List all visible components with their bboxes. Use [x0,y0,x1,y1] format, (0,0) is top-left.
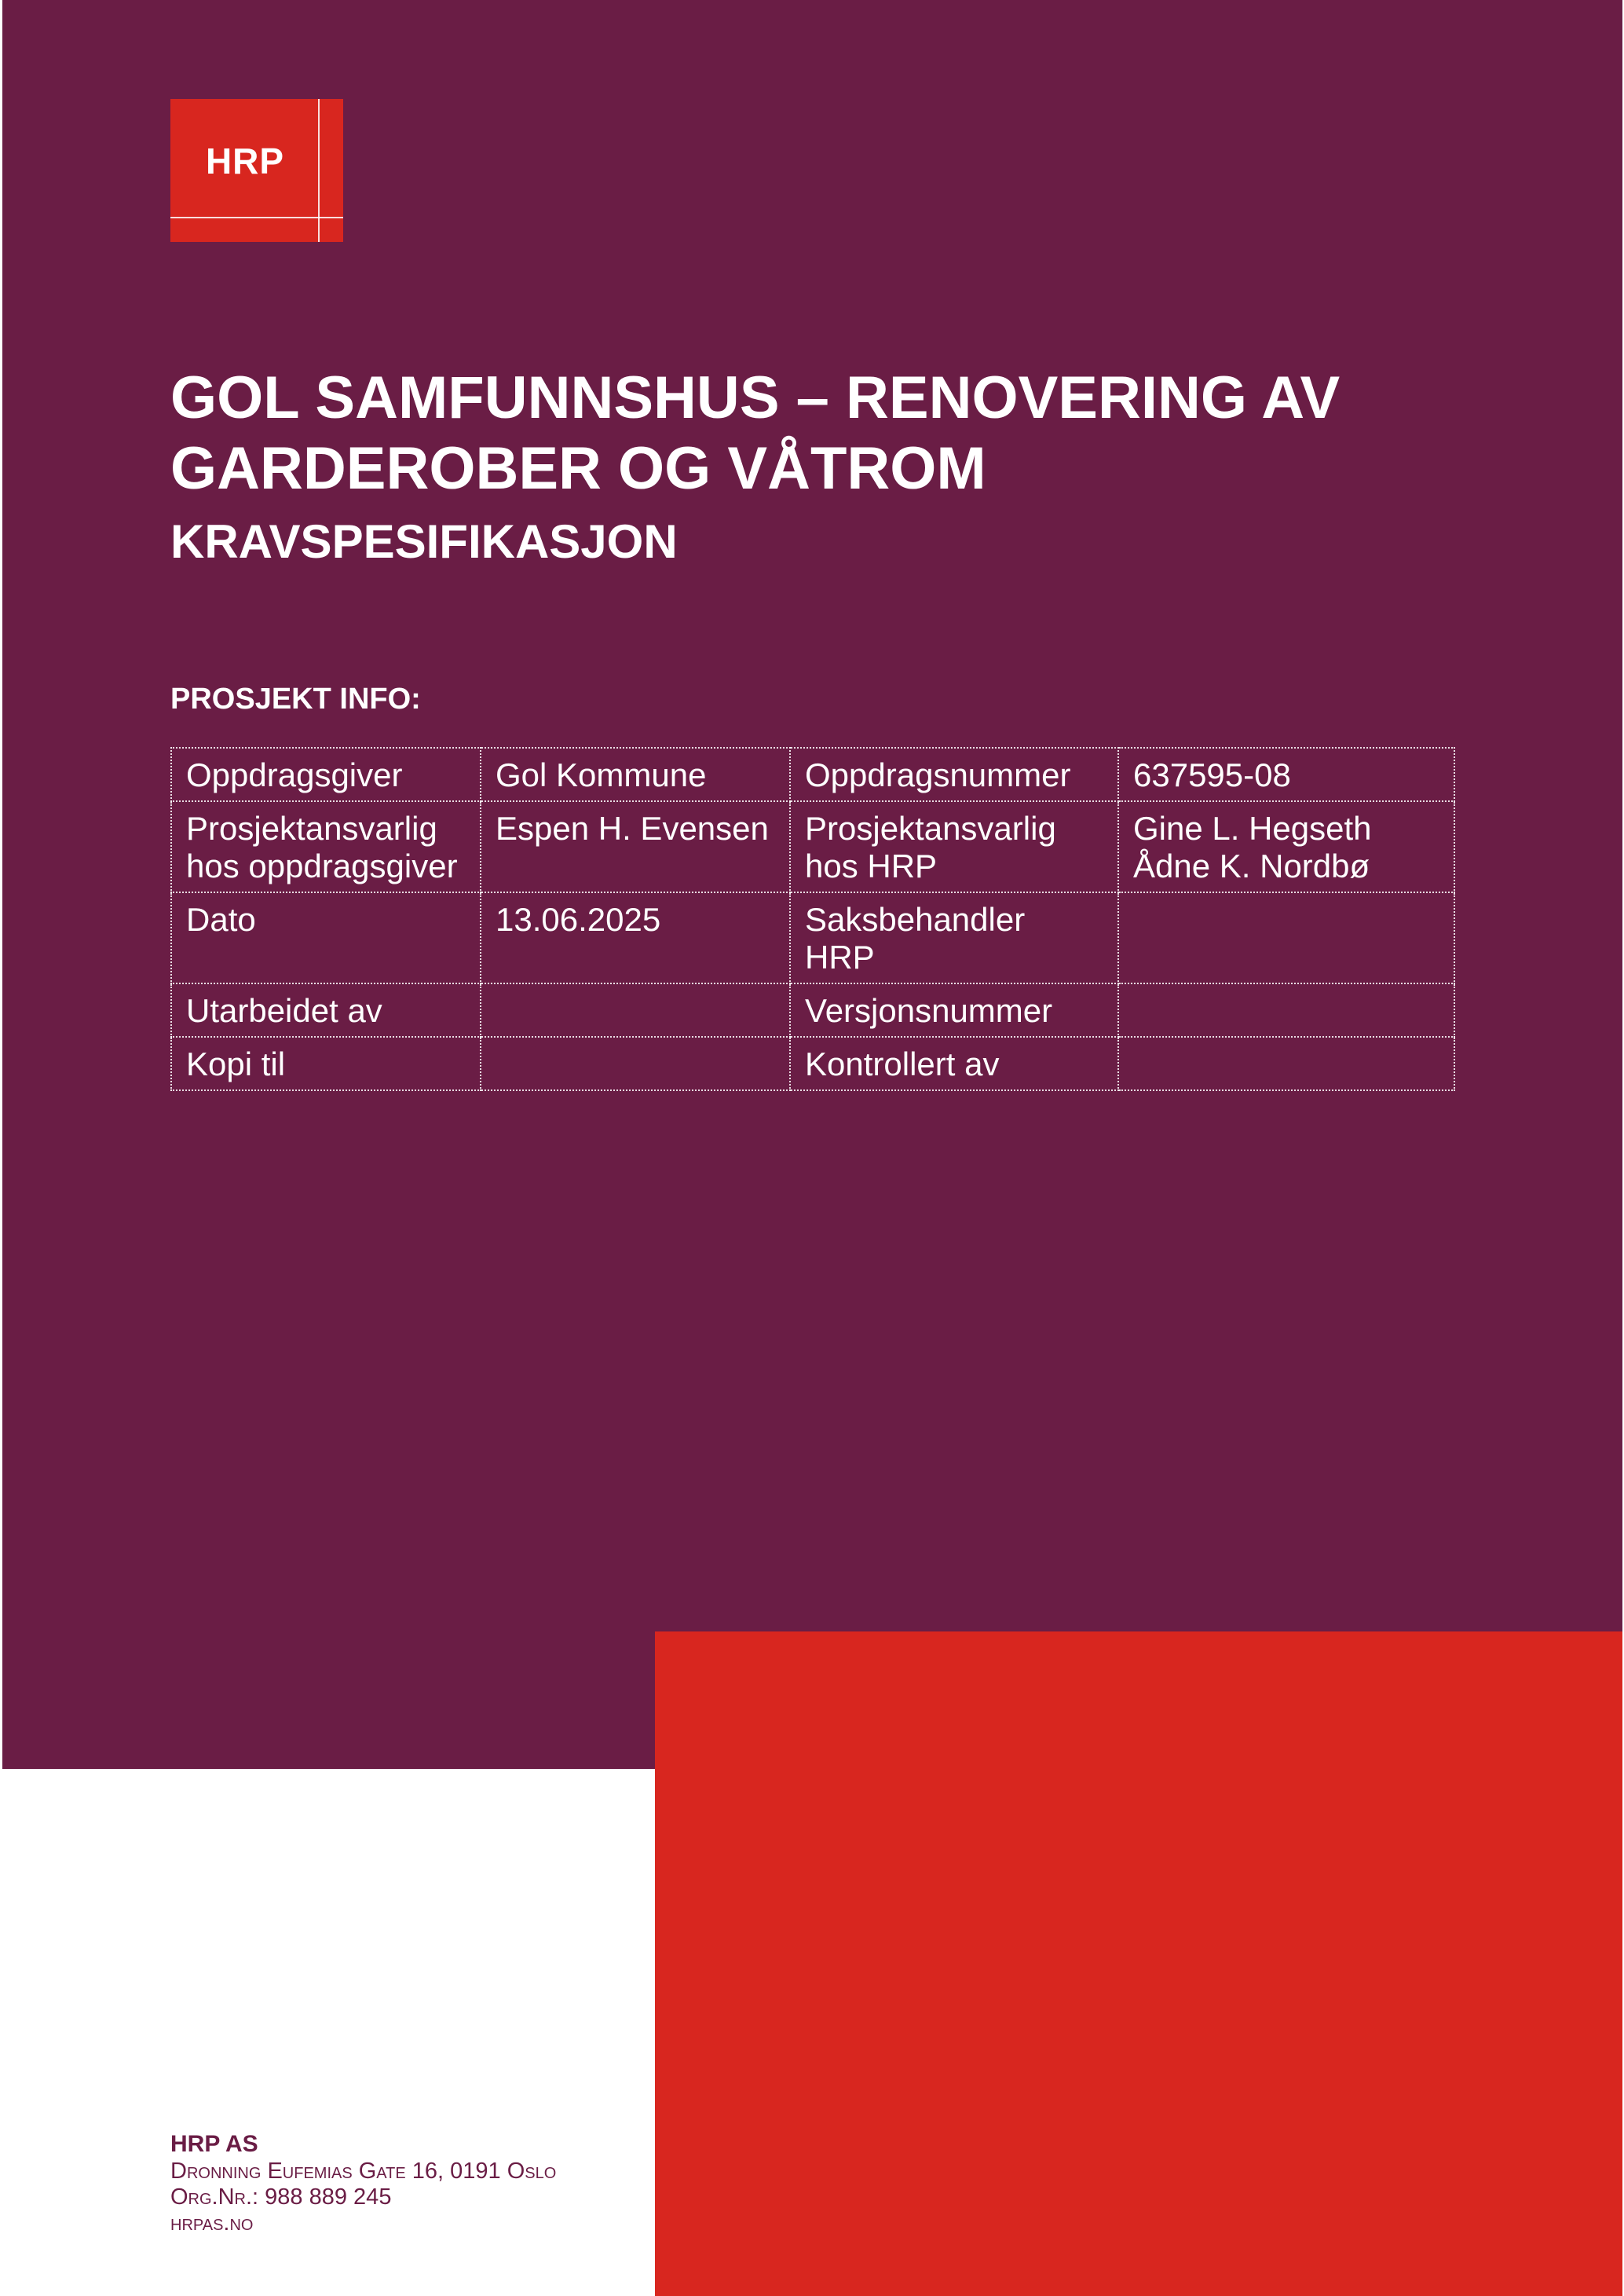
company-name: HRP AS [170,2131,258,2157]
table-row [171,801,1454,892]
company-org-number: Org.Nr.: 988 889 245 [170,2184,392,2210]
logo-vertical-line [318,99,320,242]
table-value-cell [1118,983,1454,1037]
table-row [171,892,1454,983]
table-label-cell: Prosjektansvarlig hos oppdragsgiver [171,801,481,892]
document-subtitle: KRAVSPESIFIKASJON [170,515,678,568]
project-info-table [170,747,1455,1091]
table-label-cell: Saksbehandler HRP [790,892,1118,983]
table-row [171,1037,1454,1090]
table-label-cell: Dato [171,892,481,983]
table-value-cell: Espen H. Evensen [481,801,790,892]
table-row [171,983,1454,1037]
logo-horizontal-line [170,217,343,218]
document-title: GOL SAMFUNNSHUS – RENOVERING AV GARDEROBER OG VÅTROM [170,364,1341,502]
table-row [171,748,1454,801]
table-label-cell: Utarbeidet av [171,983,481,1037]
project-info-heading: PROSJEKT INFO: [170,683,421,716]
table-label-cell: Oppdragsnummer [790,748,1118,801]
table-label-cell: Kopi til [171,1037,481,1090]
red-accent-block [655,1631,1622,2296]
table-value-cell: 13.06.2025 [481,892,790,983]
company-footer [170,2130,556,2236]
company-address: Dronning Eufemias Gate 16, 0191 Oslo [170,2159,557,2184]
table-value-cell [1118,892,1454,983]
table-value-cell: Gine L. Hegseth Ådne K. Nordbø [1118,801,1454,892]
table-label-cell: Versjonsnummer [790,983,1118,1037]
table-value-cell [481,1037,790,1090]
table-value-cell [481,983,790,1037]
table-label-cell: Kontrollert av [790,1037,1118,1090]
table-label-cell: Prosjektansvarlig hos HRP [790,801,1118,892]
table-value-cell: 637595-08 [1118,748,1454,801]
company-website: hrpas.no [170,2210,254,2236]
table-value-cell: Gol Kommune [481,748,790,801]
hrp-logo [170,99,343,242]
table-label-cell: Oppdragsgiver [171,748,481,801]
table-value-cell [1118,1037,1454,1090]
logo-text: HRP [205,141,285,181]
